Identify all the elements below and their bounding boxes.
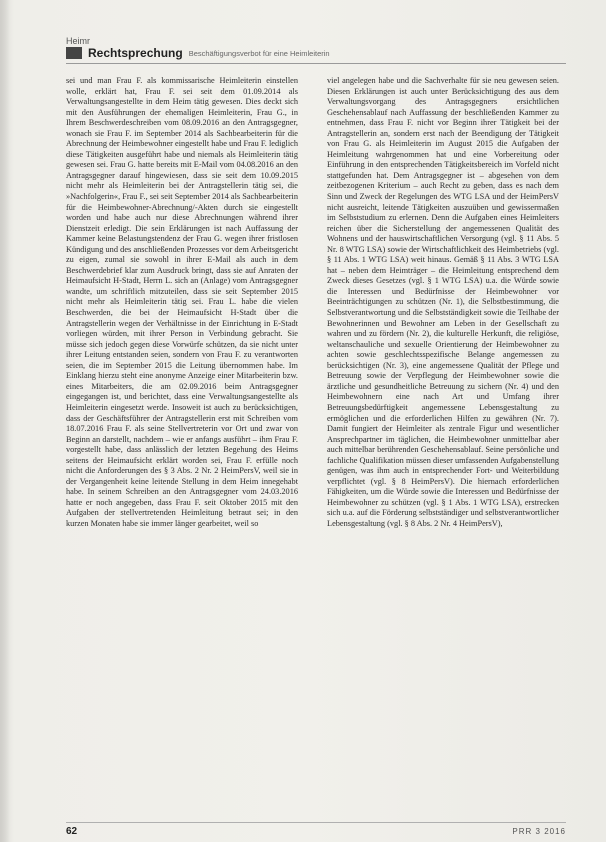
page-number: 62 — [66, 826, 78, 837]
section-title: Rechtsprechung — [88, 46, 183, 60]
journal-reference: PRR 3 2016 — [512, 827, 566, 836]
section-subtitle: Beschäftigungsverbot für eine Heimleiterin — [188, 48, 330, 58]
text-column-left — [66, 76, 298, 530]
footer-rule — [66, 822, 566, 823]
header-rule — [66, 63, 566, 64]
page-fold-shadow — [0, 0, 10, 842]
right-column-text: viel angelegen habe und die Sachverhalte für sie neu gewesen seien. Diesen Erklärungen ist auch unter Berücksichtigung des aus dem Verwaltungsvorgang des Antragsgegners ersichtlichen Geschehensablauf nach Auffassung der beschließenden Kammer zu entnehmen, dass Frau F. nicht vor Beginn ihrer Tätigkeit bei der Antragstellerin an, sondern erst nach der Beendigung der Tätigkeit von Frau G. als Heimleiterin im August 2015 die Aufgaben der Heimleitung wahrgenommen hat und eine Vorbereitung oder Einführung in den entsprechenden Tätigkeitsbereich im Vorfeld nicht stattgefunden hat. Dem Antragsgegner ist – abgesehen von dem zeitbezogenen Kriterium – auch Recht zu geben, dass es nach dem Sinn und Zweck der Regelungen des WTG LSA und der HeimPersV nicht ausreicht, leitende Tätigkeiten auszuüben und gewissermaßen im Selbststudium zu erlernen. Denn die Aufgaben eines Heimleiters reichen über die Sicherstellung der angemessenen Qualität des Wohnens und der hauswirtschaftlichen Versorgung (vgl. § 11 Abs. 5 Nr. 8 WTG LSA) sowie der Wirtschaftlichkeit des Heimbetriebs (vgl. § 11 Abs. 1 WTG LSA) weit hinaus. Gemäß § 11 Abs. 3 WTG LSA hat – neben dem Heimträger – die Heimleitung entsprechend dem Zweck dieses Gesetzes (vgl. § 1 WTG LSA) u.a. die Würde sowie die Interessen und Bedürfnisse der Heimbewohner vor Beeinträchtigungen zu schützen (Nr. 1), die Selbstbestimmung, die Selbstverantwortung und die Selbstständigkeit sowie die Teilhabe der Bewohnerinnen und Bewohner am Leben in der Gesellschaft zu wahren und zu fördern (Nr. 2), die kulturelle Herkunft, die religiöse, weltanschauliche und sexuelle Orientierung der Heimbewohner zu achten sowie geschlechtsspezifische Belange angemessen zu berücksichtigen (Nr. 3), eine angemessene Qualität der Pflege und Betreuung sowie der Verpflegung der Heimbewohner sowie die ärztliche und gesundheitliche Betreuung zu sichern (Nr. 4) und den Heimbewohnern eine nach Art und Umfang ihrer Betreuungsbedürftigkeit angemessene Lebensgestaltung zu ermöglichen und die erforderlichen Hilfen zu gewähren (Nr. 7). Damit fungiert der Heimleiter als zentrale Figur und wesentlicher Ansprechpartner im täglichen, die Heimbewohner unmittelbar aber auch mittelbar berührenden Geschehensablauf. Seine persönliche und fachliche Qualifikation müssen dieser umfassenden Aufgabenstellung genügen, was ihm auch in entsprechender Fort- und Weiterbildung verpflichtet (vgl. § 8 HeimPersV). Die hiernach erforderlichen Fähigkeiten, um die Würde sowie die Interessen und Bedürfnisse der Heimbewohner zu schützen (vgl. § 1 Abs. 1 WTG LSA), erstrecken sich u.a. auf die Förderung selbstständiger und selbstverantwortlicher Lebensgestaltung (vgl. § 8 Abs. 2 Nr. 4 HeimPersV), — [327, 76, 559, 528]
running-head-label: Heimr — [66, 36, 90, 46]
text-column-right — [327, 76, 559, 530]
section-marker-block — [66, 47, 82, 59]
section-header — [66, 46, 566, 60]
left-column-text: sei und man Frau F. als kommissarische Heimleiterin einstellen wolle, erklärt hat, Frau F. sei seit dem 01.09.2014 als Verwaltungsangestellte in dem Heim tätig gewesen. Dies deckt sich mit den Ausführungen der ehemaligen Heimleiterin, Frau G., in Ihrem Beschwerdeschreiben vom 08.09.2016 an den Antragsgegner, wonach sie Frau F. im September 2014 als Sachbearbeiterin für die Abrechnung der Heimbewohner eingestellt habe und Frau F. lediglich diese Tätigkeiten ausgeführt habe und niemals als Heimleiterin tätig gewesen sei. Frau G. hatte bereits mit E-Mail vom 04.08.2016 an den Antragsgegner darauf hingewiesen, dass sie seit dem 10.09.2015 nicht mehr als Heimleiterin bei der Antragstellerin tätig sei, die »Nachfolgerin«, Frau F., sei seit September 2014 als Sachbearbeiterin für die Heimbewohner-Abrechnung/-Akten durch sie eingestellt worden und habe auch nur diese Abrechnungen während ihrer Dienstzeit erledigt. Die sein Erklärungen ist nach Auffassung der Kammer keine Belastungstendenz der Frau G. wegen ihrer fristlosen Kündigung und des anschließenden Prozesses vor dem Arbeitsgericht zu eigen, zumal sie sowohl in ihrer E-Mail als auch in dem Beschwerdebrief klar zum Ausdruck bringt, dass sie auf Anraten der Heimaufsicht H-Stadt, Herrn L. sich an (Anlage) vom Antragsgegner wandte, um schriftlich mitzuteilen, dass sie seit September 2015 nicht mehr als Heimleiterin tätig sei. Frau L. habe die vielen Beschwerden, die bei der Heimaufsicht H-Stadt über die Antragstellerin wegen der Verhältnisse in der Einrichtung in E-Stadt vorliegen würden, mit ihrer Person in Verbindung gebracht. Sie müsse sich jedoch gegen diese Vorwürfe schützen, da sie nicht unter ihrer Leitung entstanden seien, sondern von Frau F. zu verantworten seien, die im September 2015 die Leitung übernommen habe. Im Einklang hierzu steht eine anonyme Anzeige einer Mitarbeiterin bzw. eines Mitarbeiters, die am 02.09.2016 beim Antragsgegner eingegangen ist, und berichtet, dass eine Verwaltungsangestellte als Heimleiterin eingesetzt werde. Insoweit ist auch zu berücksichtigen, dass der Geschäftsführer der Antragstellerin erst mit Schreiben vom 18.07.2016 Frau F. als seine Stellvertreterin vor Ort und zwar von Beginn an darstellt, nachdem – wie er anfangs ausführt – ihm Frau F. vorgestellt habe, dass anlässlich der letzten Begehung des Heims seitens der Heimaufsicht erklärt worden sei, Frau F. erfülle noch nicht die Anforderungen des § 3 Abs. 2 Nr. 2 HeimPersV, weil sie in der Vergangenheit keine leitende Stellung in dem Heim innegehabt habe. In seinem Schreiben an den Antragsgegner vom 24.03.2016 hatte er noch angegeben, dass Frau F. seit Oktober 2015 mit den Aufgaben der stellvertretenden Heimleitung betraut sei; in den kurzen Monaten habe sie immer länger gearbeitet, weil so — [66, 76, 298, 528]
